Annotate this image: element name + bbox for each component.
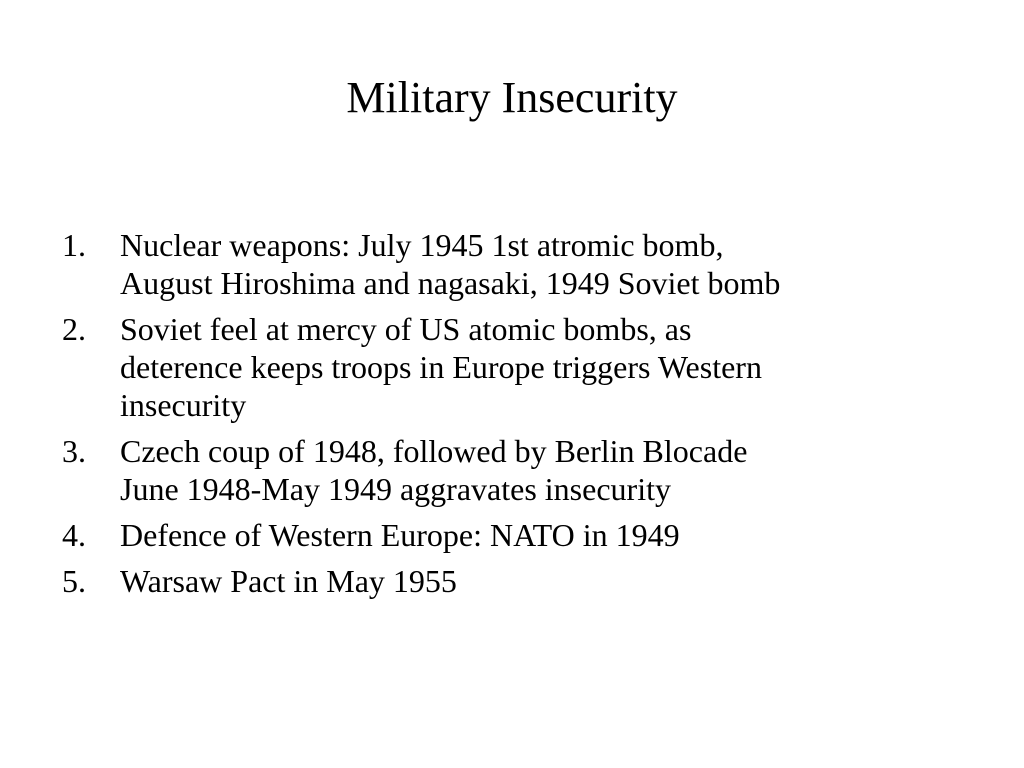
list-item-line: Czech coup of 1948, followed by Berlin Blocade bbox=[120, 433, 748, 469]
list-item-line: August Hiroshima and nagasaki, 1949 Soviet bomb bbox=[120, 265, 781, 301]
list-item bbox=[62, 226, 962, 302]
list-item-line: deterence keeps troops in Europe triggers Western bbox=[120, 349, 762, 385]
list-item-line: Defence of Western Europe: NATO in 1949 bbox=[120, 517, 680, 553]
list-item-line: Soviet feel at mercy of US atomic bombs, as bbox=[120, 311, 692, 347]
list-item bbox=[62, 562, 962, 600]
list-item-text bbox=[120, 432, 962, 508]
list-item-number: 4. bbox=[62, 517, 86, 553]
list-item bbox=[62, 310, 962, 424]
list-item-line: Warsaw Pact in May 1955 bbox=[120, 563, 457, 599]
slide-title: Military Insecurity bbox=[346, 73, 678, 122]
list-item bbox=[62, 516, 962, 554]
list-item-text bbox=[120, 516, 962, 554]
list-item-number: 5. bbox=[62, 563, 86, 599]
list-item-text bbox=[120, 226, 962, 302]
list-item-text bbox=[120, 310, 962, 424]
list-item-number: 2. bbox=[62, 311, 86, 347]
list-item-number: 3. bbox=[62, 433, 86, 469]
bullet-list bbox=[62, 226, 962, 608]
list-item-line: Nuclear weapons: July 1945 1st atromic bomb, bbox=[120, 227, 724, 263]
list-item-text bbox=[120, 562, 962, 600]
list-item-line: insecurity bbox=[120, 387, 247, 423]
list-item-number: 1. bbox=[62, 227, 86, 263]
list-item-line: June 1948-May 1949 aggravates insecurity bbox=[120, 471, 671, 507]
list-item bbox=[62, 432, 962, 508]
